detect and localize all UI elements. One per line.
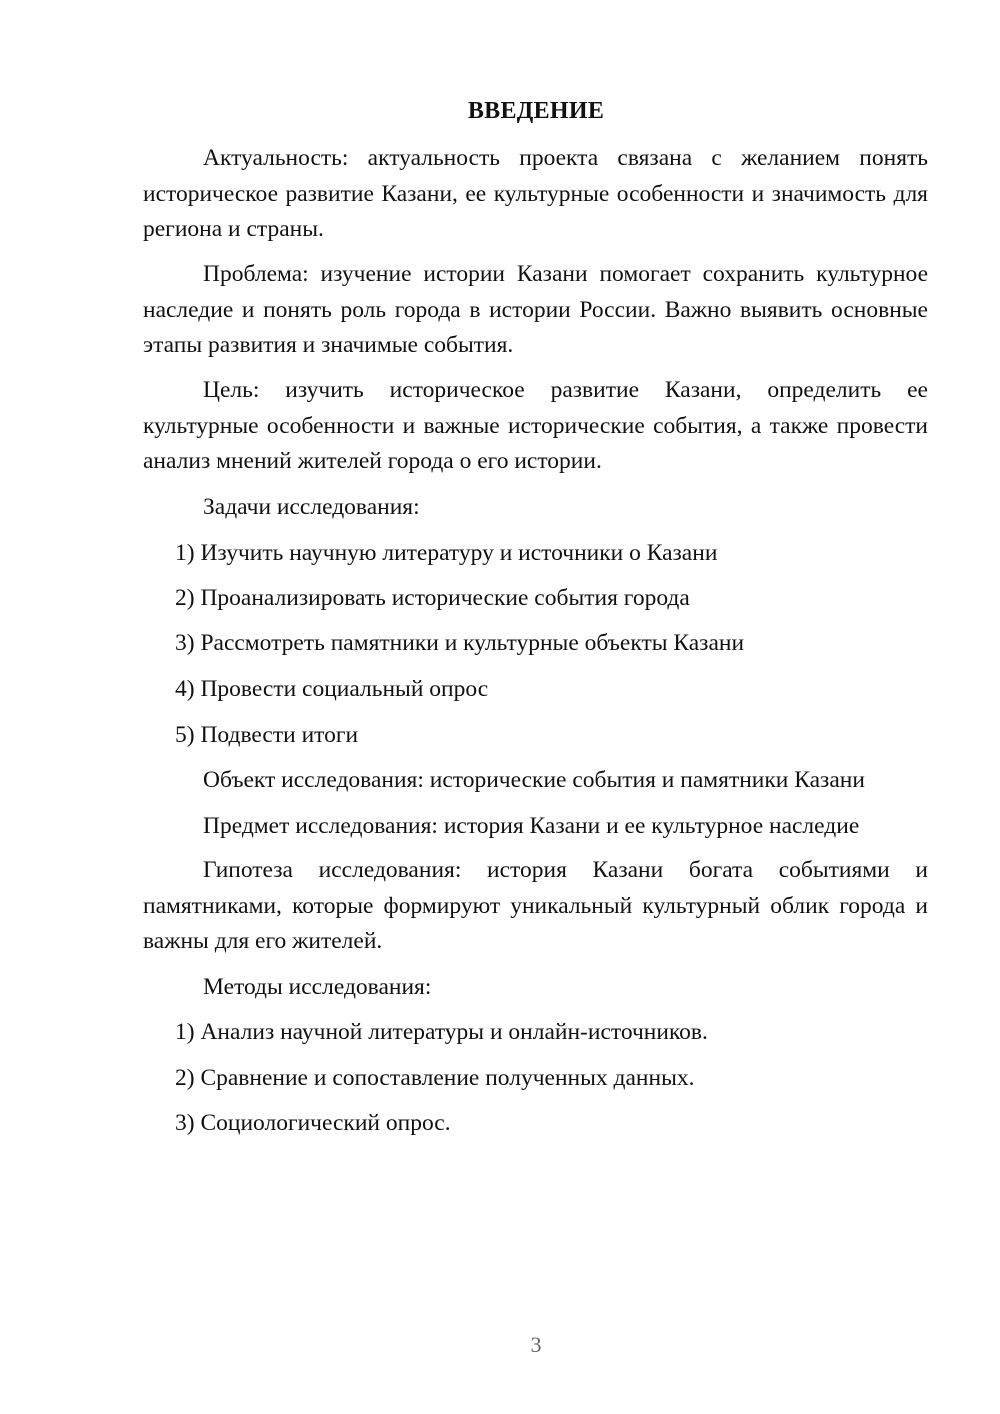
hypothesis-paragraph: Гипотеза исследования: история Казани богата событиями и памятниками, которые формируют уникальный культурный облик города и важны для его жителей. [143, 857, 928, 954]
page-number: 3 [530, 1332, 542, 1357]
goal-paragraph: Цель: изучить историческое развитие Казани, определить ее культурные особенности и важные исторические события, а также провести анализ мнений жителей города о его истории. [143, 377, 928, 474]
page-title: ВВЕДЕНИЕ [467, 98, 605, 124]
task-item: 4) Провести социальный опрос [175, 676, 489, 702]
relevance-paragraph: Актуальность: актуальность проекта связана с желанием понять историческое развитие Казани, ее культурные особенности и значимость для региона и страны. [143, 145, 928, 242]
method-item: 1) Анализ научной литературы и онлайн-источников. [175, 1019, 708, 1045]
methods-heading: Методы исследования: [203, 974, 432, 1000]
task-item: 1) Изучить научную литературу и источники о Казани [175, 540, 718, 566]
subject-line: Предмет исследования: история Казани и ее культурное наследие [203, 813, 860, 839]
tasks-heading: Задачи исследования: [203, 494, 420, 520]
problem-paragraph: Проблема: изучение истории Казани помогает сохранить культурное наследие и понять роль города в истории России. Важно выявить основные этапы развития и значимые события. [143, 261, 928, 358]
task-item: 3) Рассмотреть памятники и культурные объекты Казани [175, 630, 745, 656]
task-item: 2) Проанализировать исторические события города [175, 585, 690, 611]
method-item: 2) Сравнение и сопоставление полученных данных. [175, 1065, 695, 1091]
object-line: Объект исследования: исторические события и памятники Казани [203, 767, 865, 793]
method-item: 3) Социологический опрос. [175, 1110, 451, 1136]
task-item: 5) Подвести итоги [175, 722, 359, 748]
